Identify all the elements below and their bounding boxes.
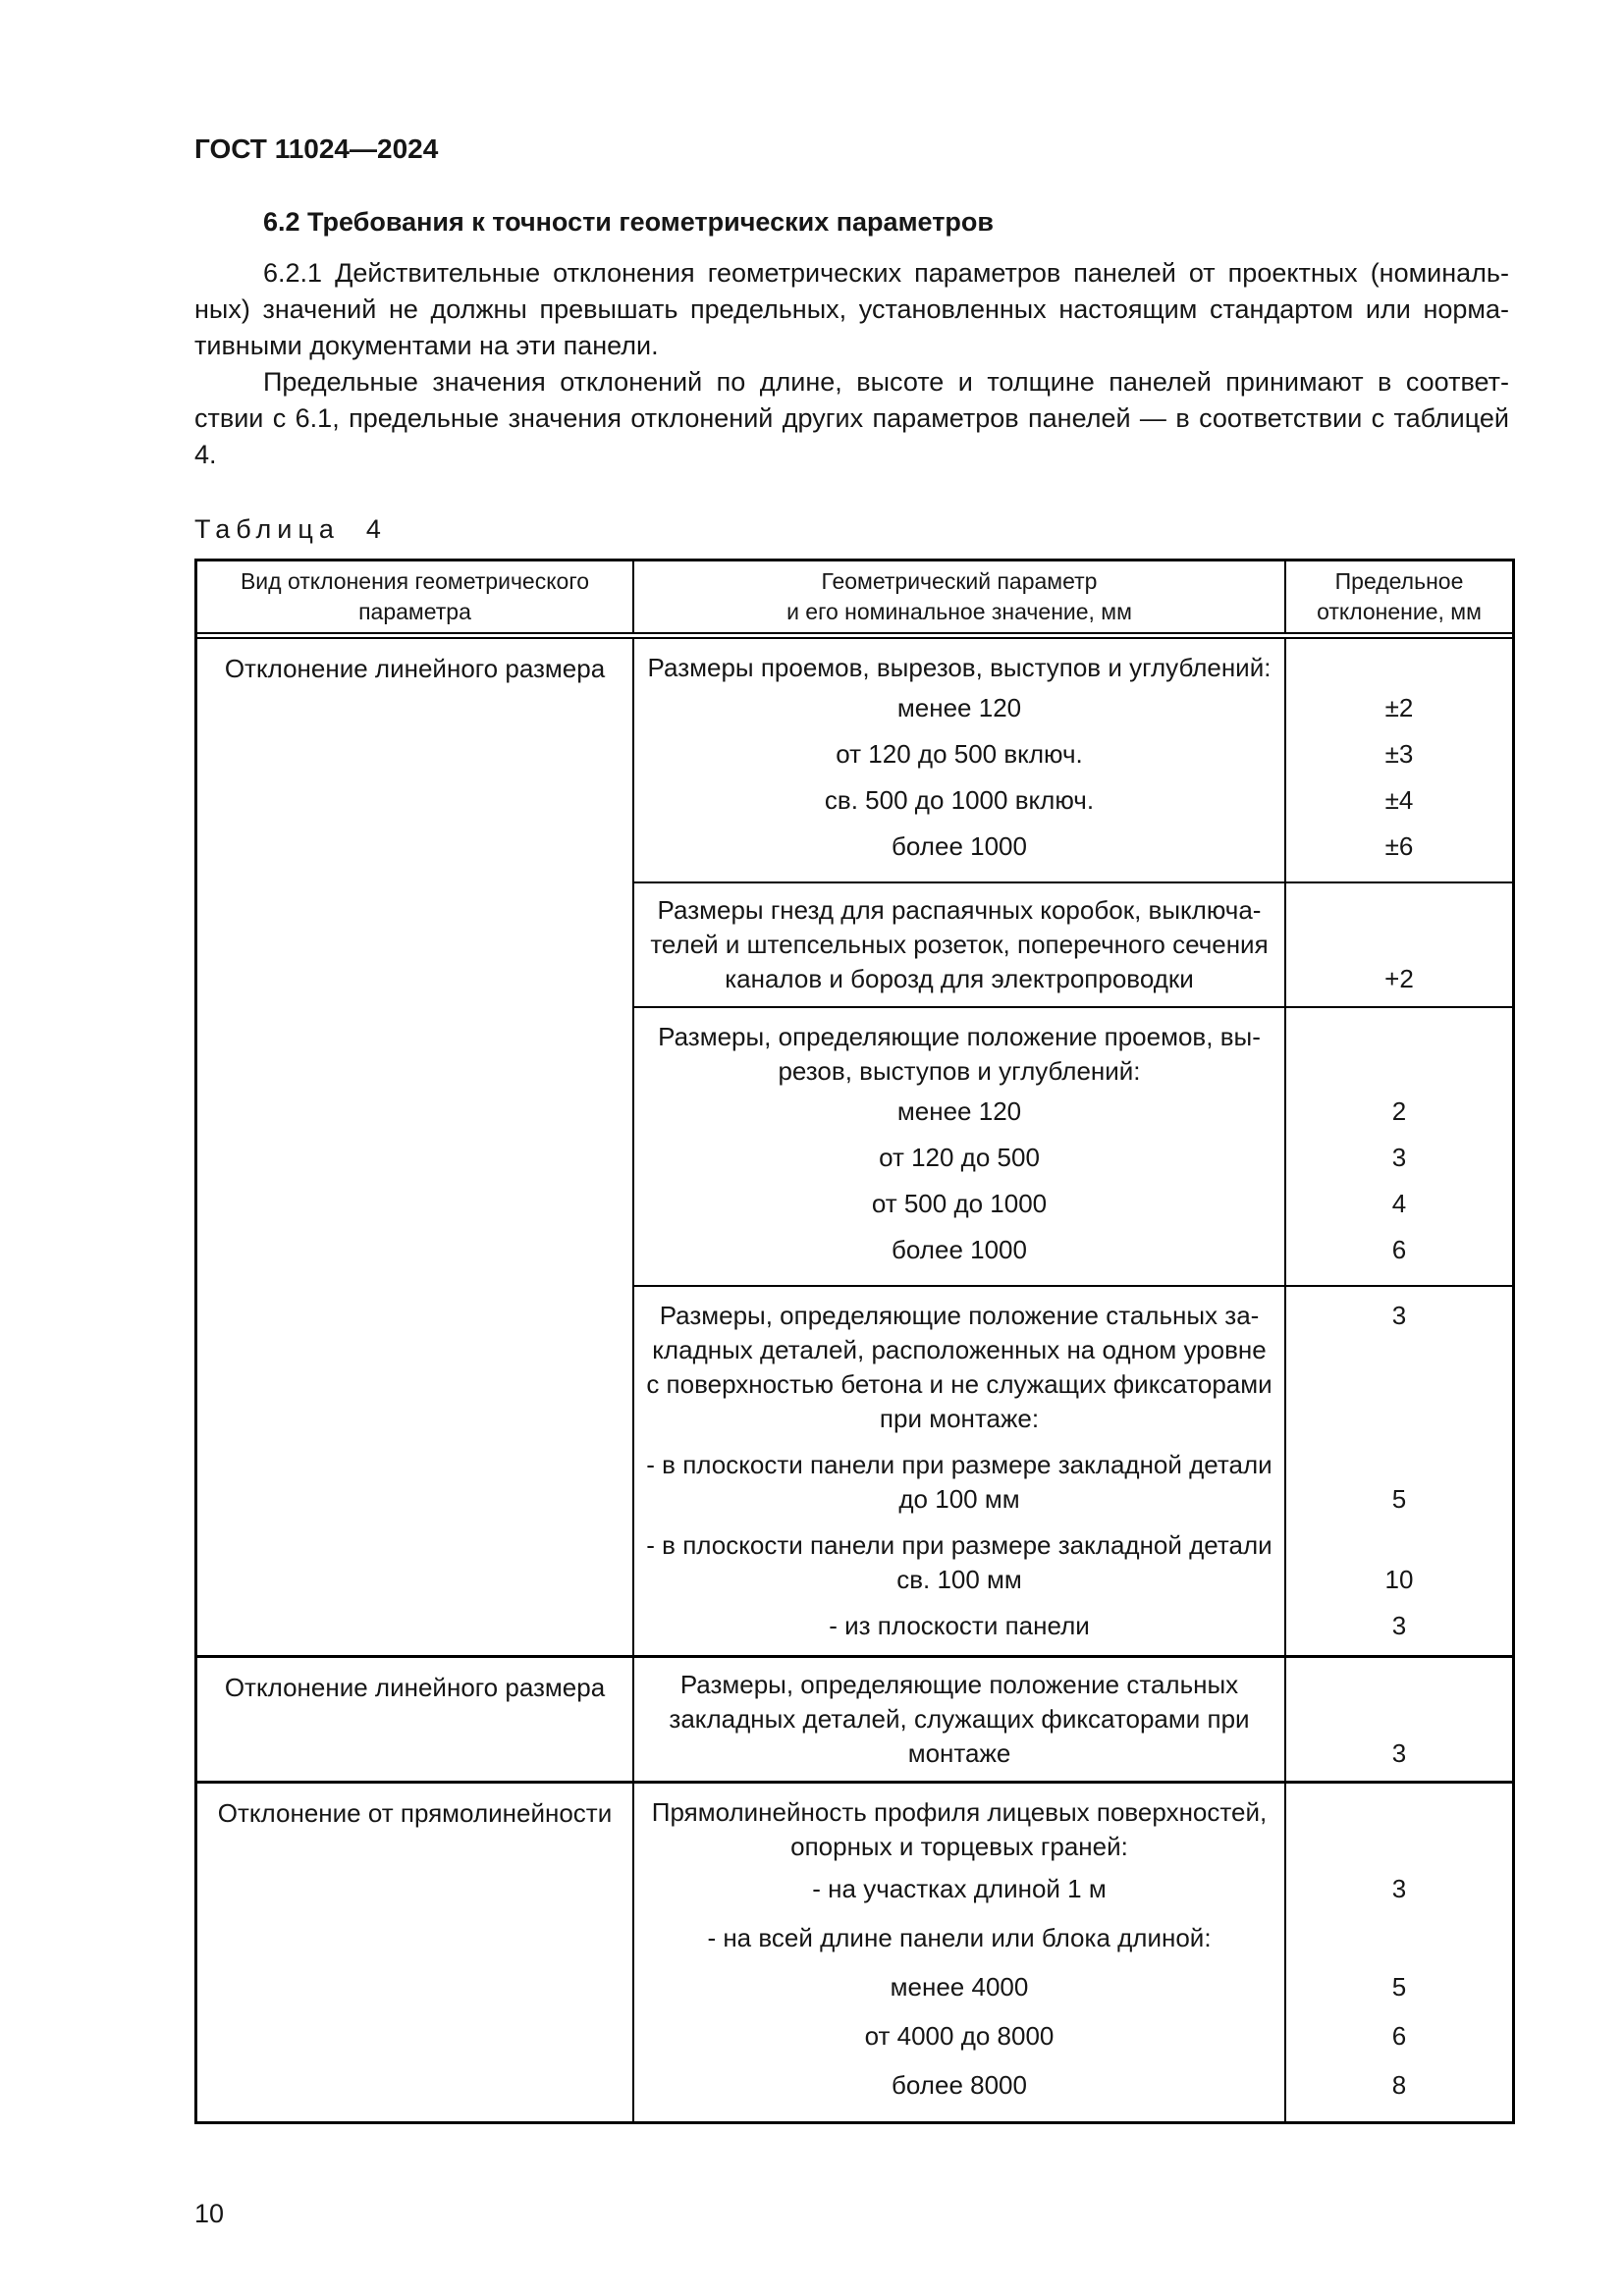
group-body [634,1658,1512,1781]
cell-value: ±3 [1284,731,1512,777]
table-row [634,1089,1512,1135]
cell-value: ±2 [1284,685,1512,731]
table-row [634,1227,1512,1273]
table-row [634,1181,1512,1227]
value-line: 3 [1391,1738,1407,1768]
cell-value: 8 [1284,2060,1512,2109]
text-line: - из плоскости панели [829,1611,1090,1640]
table-row [634,777,1512,824]
cell-value [1284,639,1512,685]
cell-value: 6 [1284,1227,1512,1273]
text-line: кладных деталей, расположенных на одном уровне [652,1335,1267,1364]
cell-parameter [634,1436,1284,1517]
cell-parameter: св. 500 до 1000 включ. [824,785,1095,815]
group-body [634,1784,1512,2121]
cell-value: 2 [1284,1089,1512,1135]
cell-parameter: от 120 до 500 включ. [836,739,1083,769]
cell-parameter [634,1668,1284,1771]
table-row [634,1597,1512,1643]
table-row [634,685,1512,731]
text-line: Прямолинейность профиля лицевых поверхностей, [651,1797,1268,1827]
text-line: Размеры, определяющие положение стальных [679,1670,1239,1699]
cell-parameter: менее 120 [896,693,1022,722]
cell-value [1284,1668,1512,1771]
value-line: 3 [1391,1301,1407,1330]
paragraph-line: ствии с 6.1, предельные значения отклонений других параметров панелей — в соответствии с таблицей 4. [194,403,1509,469]
column-header-deviation-type [197,561,634,632]
cell-value: 5 [1284,1962,1512,2011]
param-block-fixator-parts [634,1658,1512,1781]
text-line: Размеры, определяющие положение проемов, вы- [658,1022,1261,1051]
table-row [634,2060,1512,2109]
cell-value [1284,1913,1512,1962]
doc-number-header: ГОСТ 11024—2024 [194,133,439,164]
header-line: и его номинальное значение, мм [786,599,1132,624]
table-row [634,1135,1512,1181]
text-line: - в плоскости панели при размере закладной детали [646,1530,1272,1560]
cell-deviation-type: Отклонение линейного размера [197,1658,634,1781]
value-line: 10 [1384,1565,1414,1594]
text-line: опорных и торцевых граней: [790,1832,1128,1861]
text-line: с поверхностью бетона и не служащих фиксаторами [646,1369,1272,1399]
param-block-openings-position [634,1006,1512,1285]
cell-value [1284,1287,1512,1436]
cell-parameter: Размеры проемов, вырезов, выступов и углублений: [647,653,1272,682]
value-line: 3 [1391,1611,1407,1640]
param-block-embedded-parts [634,1285,1512,1655]
table-header-row [197,561,1512,639]
table-row-group-linear-deviation-1 [197,639,1512,1655]
table-row [634,1784,1512,1864]
table-row [634,2011,1512,2060]
table-row-group-straightness-deviation [197,1781,1512,2121]
table-row [634,639,1512,685]
param-block-openings-sizes [634,639,1512,881]
paragraph-line: тивными документами на эти панели. [194,331,659,360]
cell-deviation-type: Отклонение линейного размера [197,639,634,1655]
spacer-row [634,870,1512,881]
value-line: +2 [1384,964,1414,993]
table-row [634,893,1512,996]
table-row [634,1436,1512,1517]
cell-parameter: от 120 до 500 [879,1143,1040,1172]
text-line: Размеры, определяющие положение стальных за- [659,1301,1260,1330]
cell-parameter: от 500 до 1000 [871,1189,1048,1218]
cell-value: 3 [1284,1864,1512,1913]
section-heading: 6.2 Требования к точности геометрических параметров [263,207,995,237]
paragraph-line: Предельные значения отклонений по длине, высоте и толщине панелей принимают в соответ- [263,367,1509,397]
group-body [634,639,1512,1655]
table-row [634,1517,1512,1597]
cell-parameter: более 1000 [892,831,1027,861]
column-header-geometric-parameter [634,561,1284,632]
cell-parameter [634,1008,1284,1089]
cell-parameter: более 8000 [892,2070,1027,2100]
spacer-row [634,1771,1512,1781]
cell-parameter [634,1517,1284,1597]
spacer-row [634,996,1512,1006]
header-line: отклонение, мм [1317,599,1482,624]
cell-parameter: от 4000 до 8000 [864,2021,1055,2051]
paragraph-621 [194,255,1509,364]
cell-value [1284,1436,1512,1517]
value-line: 5 [1391,1484,1407,1514]
param-block-straightness [634,1784,1512,2121]
paragraph-line: ных) значений не должны превышать предельных, установленных настоящим стандартом или норма- [194,294,1509,324]
cell-parameter: - на всей длине панели или блока длиной: [707,1923,1212,1952]
text-line: Размеры гнезд для распаячных коробок, выключа- [657,895,1262,925]
table-row-group-linear-deviation-2 [197,1655,1512,1781]
spacer-row [634,1658,1512,1668]
cell-parameter [634,893,1284,996]
cell-value [1284,1784,1512,1864]
table-4 [194,559,1515,2124]
text-line: телей и штепсельных розеток, поперечного сечения [650,930,1269,959]
text-line: закладных деталей, служащих фиксаторами при [669,1704,1250,1734]
text-line: резов, выступов и углублений: [778,1056,1141,1086]
cell-parameter: - на участках длиной 1 м [812,1874,1107,1903]
cell-value: ±6 [1284,824,1512,870]
table-caption: Таблица 4 [194,514,387,544]
table-row [634,824,1512,870]
cell-value [1284,893,1512,996]
text-line: монтаже [907,1738,1011,1768]
cell-parameter [634,1784,1284,1864]
spacer-row [634,1643,1512,1655]
table-row [634,1668,1512,1771]
column-header-limit-deviation [1284,561,1512,632]
cell-parameter: более 1000 [892,1235,1027,1264]
text-line: при монтаже: [879,1404,1040,1433]
header-line: параметра [358,599,471,624]
cell-deviation-type: Отклонение от прямолинейности [197,1784,634,2121]
cell-value [1284,1517,1512,1597]
cell-value: 4 [1284,1181,1512,1227]
text-line: до 100 мм [898,1484,1020,1514]
table-row [634,1913,1512,1962]
table-row [634,1864,1512,1913]
cell-value: 6 [1284,2011,1512,2060]
header-line: Предельное [1334,568,1464,594]
spacer-row [634,1273,1512,1285]
cell-value: ±4 [1284,777,1512,824]
table-row [634,731,1512,777]
table-row [634,1287,1512,1436]
header-line: Вид отклонения геометрического [240,568,590,594]
text-line: - в плоскости панели при размере закладной детали [646,1450,1272,1479]
cell-parameter: менее 4000 [890,1972,1029,2002]
cell-value: 3 [1284,1135,1512,1181]
param-block-socket-recesses [634,881,1512,1006]
cell-parameter: менее 120 [896,1096,1022,1126]
table-row [634,1008,1512,1089]
header-line: Геометрический параметр [821,568,1098,594]
cell-parameter [634,1597,1284,1643]
table-row [634,1962,1512,2011]
cell-parameter [634,1287,1284,1436]
page-number: 10 [194,2199,225,2228]
cell-value [1284,1008,1512,1089]
cell-value [1284,1597,1512,1643]
text-line: св. 100 мм [896,1565,1022,1594]
text-line: каналов и борозд для электропроводки [725,964,1194,993]
spacer-row [634,883,1512,893]
paragraph-line: 6.2.1 Действительные отклонения геометрических параметров панелей от проектных (номиналь- [263,258,1509,288]
paragraph-limits [194,364,1509,473]
spacer-row [634,2109,1512,2121]
